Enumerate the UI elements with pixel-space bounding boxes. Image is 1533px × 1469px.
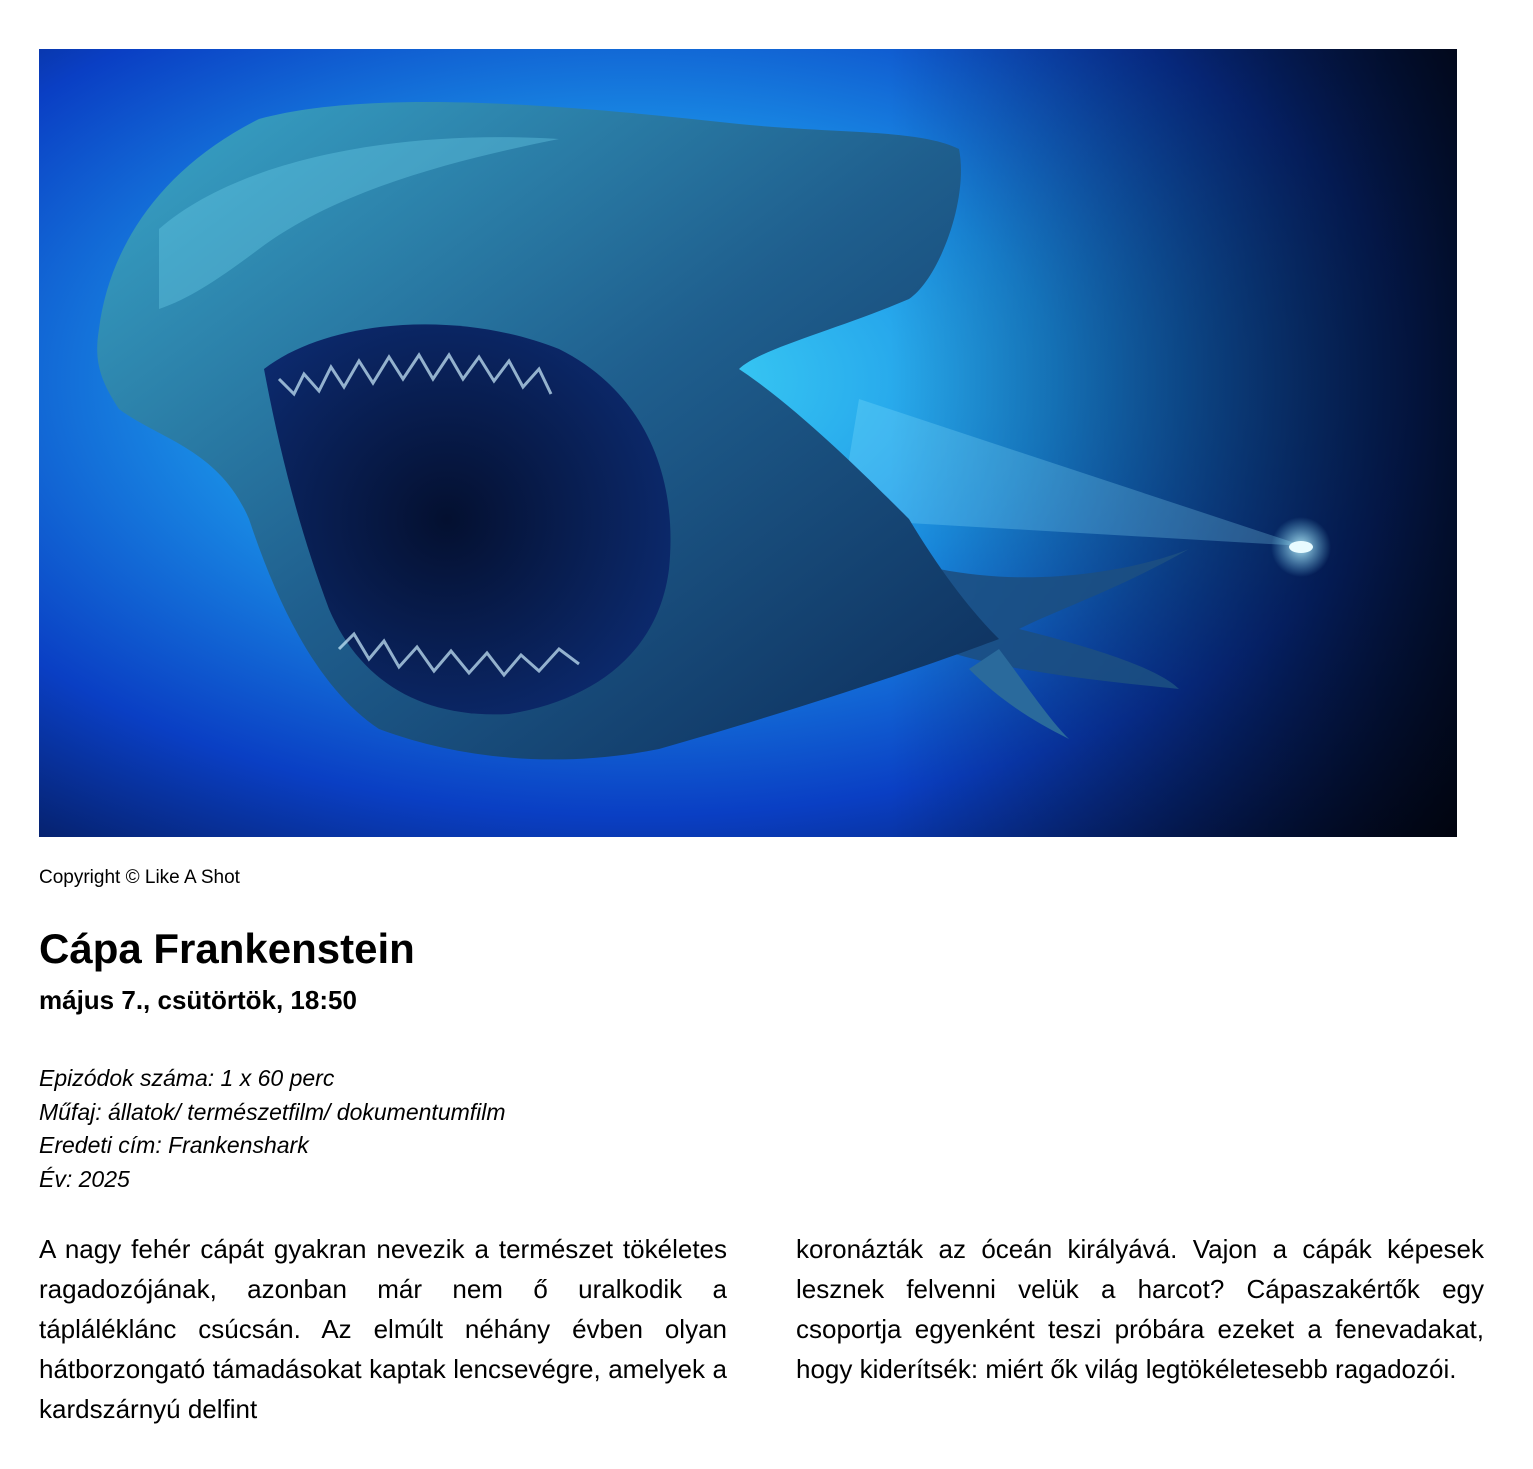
page-title: Cápa Frankenstein (39, 925, 415, 972)
image-copyright: Copyright © Like A Shot (39, 867, 240, 888)
body-text-left: A nagy fehér cápát gyakran nevezik a természet tökéletes ragadozójának, azonban már nem ő uralkodik a tápláléklánc csúcsán. Az elmúlt néhány évben olyan hátborzongató támadásokat kaptak lencsevégre, amelyek a kardszárnyú delfint (39, 1234, 727, 1424)
meta-genre: Műfaj: állatok/ természetfilm/ dokumentumfilm (39, 1098, 506, 1125)
hero-image (39, 49, 1457, 837)
broadcast-time: május 7., csütörtök, 18:50 (39, 985, 357, 1015)
meta-year: Év: 2025 (39, 1165, 130, 1192)
body-text-right: koronázták az óceán királyává. Vajon a cápák képesek lesznek felvenni velük a harcot? Cápaszakértők egy csoportja egyenként teszi próbára ezeket a fenevadakat, hogy kiderítsék: miért ők világ legtökéletesebb ragadozói. (796, 1234, 1484, 1384)
meta-original-title: Eredeti cím: Frankenshark (39, 1132, 309, 1158)
meta-episodes: Epizódok száma: 1 x 60 perc (39, 1065, 335, 1091)
shark-illustration (39, 49, 1457, 837)
program-meta (39, 1062, 506, 1196)
